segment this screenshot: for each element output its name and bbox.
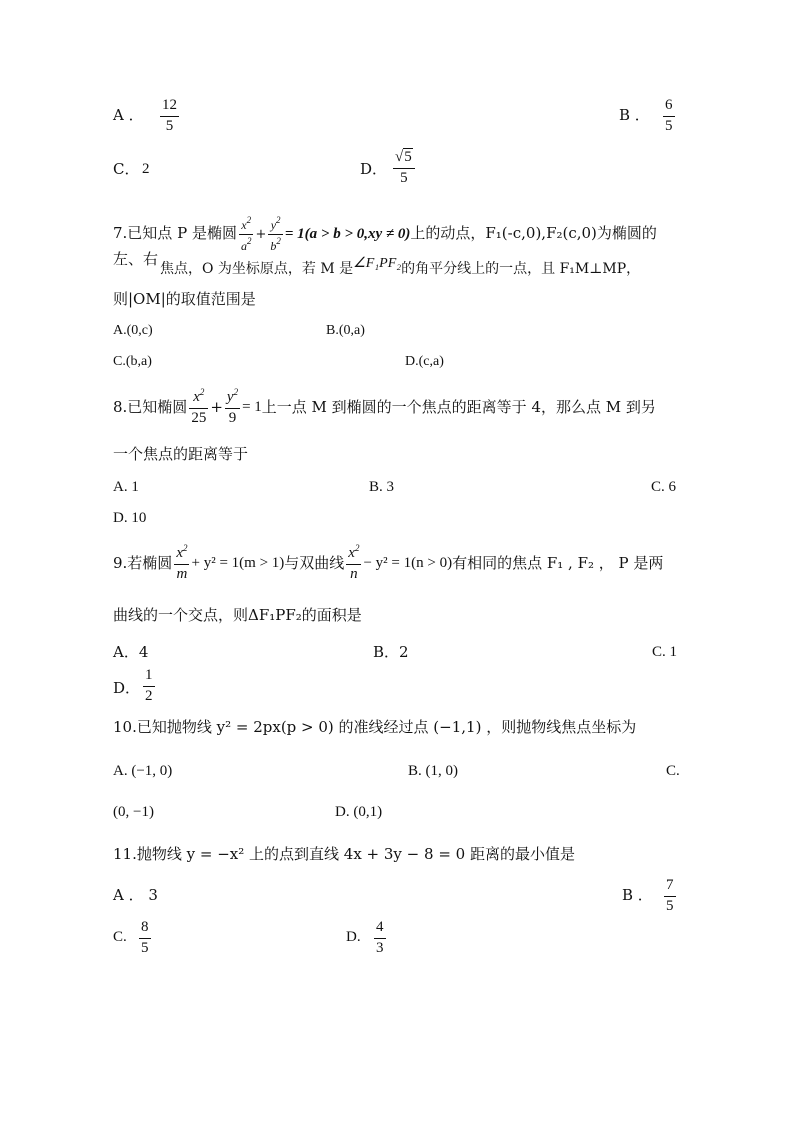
q11-option-d-value: $\frac{4}{3}$ — [376, 919, 384, 956]
q11-option-b-value: $\frac{7}{5}$ — [666, 877, 674, 914]
q8-stem-line2: 一个焦点的距离等于 — [113, 445, 249, 463]
q9-option-c: C. 1 — [652, 644, 678, 660]
q6-option-d-label: D． — [360, 160, 388, 178]
q8-stem-line1: 8.已知椭圆 $\frac{x^2}{25}$ + $\frac{y^2}{9}$ = 1上一点 M 到椭圆的一个焦点的距离等于 4，那么点 M 到另 — [113, 387, 656, 426]
q6-option-c-label: C． — [113, 160, 140, 178]
q9-option-b: B．2 — [373, 643, 409, 661]
q8-option-c: C. 6 — [651, 479, 677, 495]
q6-option-a-value: $\frac{12}{5}$ — [162, 97, 177, 134]
q7-stem-line2: 焦点，O 为坐标原点，若 M 是∠F₁PF₂的角平分线上的一点，且 F₁M⊥MP， — [160, 256, 641, 277]
q11-stem: 11.抛物线 y = −x² 上的点到直线 4x + 3y − 8 = 0 距离的最小值是 — [113, 845, 575, 863]
q11-option-b-label: B ． — [622, 886, 653, 904]
q10-stem: 10.已知抛物线 y² = 2px(p > 0) 的准线经过点 (−1,1) ，则抛物线焦点坐标为 — [113, 718, 637, 736]
q10-option-b: B. (1, 0) — [408, 763, 458, 779]
q9-option-d-label: D． — [113, 679, 141, 697]
q8-option-b: B. 3 — [369, 479, 395, 495]
q6-option-b-label: B ． — [619, 106, 650, 124]
q7-option-b: B.(0,a) — [326, 323, 365, 338]
q6-option-a-label: A ． — [113, 106, 144, 124]
q7-stem-line2-start: 左、右 — [113, 250, 159, 268]
q7-option-d: D.(c,a) — [405, 354, 444, 369]
q10-option-c-value: (0, −1) — [113, 804, 154, 820]
q10-option-c-label: C. — [666, 763, 680, 779]
q9-option-a: A．4 — [113, 643, 149, 661]
q10-option-d: D. (0,1) — [335, 804, 383, 820]
q6-option-b-value: $\frac{6}{5}$ — [665, 97, 673, 134]
q8-option-d: D. 10 — [113, 510, 147, 526]
q8-option-a: A. 1 — [113, 479, 139, 495]
q9-stem-line2: 曲线的一个交点，则ΔF₁PF₂的面积是 — [113, 606, 362, 624]
q11-option-a: A ． 3 — [113, 886, 158, 904]
q9-stem-line1: 9.若椭圆 $\frac{x^2}{m}$ + y² = 1(m > 1)与双曲线 $\frac{x^2}{n}$ − y² = 1(n > 0)有相同的焦点 F₁ , F₂ ， P 是两 — [113, 543, 664, 582]
q10-option-a: A. (−1, 0) — [113, 763, 173, 779]
q6-option-c-value: 2 — [142, 161, 150, 177]
q9-option-d-value: $\frac{1}{2}$ — [145, 667, 153, 704]
q7-stem-line1: 7.已知点 P 是椭圆 $\frac{x^2}{a^2}$ + $\frac{y^2}{b^2}$ = 1(a > b > 0,xy ≠ 0)上的动点，F₁(-c,0),F₂(c,0)为椭圆的 — [113, 215, 657, 253]
q7-option-a: A.(0,c) — [113, 323, 153, 338]
q6-option-d-value: $\frac{√5}{5}$ — [393, 150, 415, 187]
q11-option-d-label: D. — [346, 929, 361, 945]
q11-option-c-label: C. — [113, 929, 127, 945]
q7-option-c: C.(b,a) — [113, 354, 152, 369]
q7-stem-line3: 则|OM|的取值范围是 — [113, 290, 256, 308]
q11-option-c-value: $\frac{8}{5}$ — [141, 919, 149, 956]
